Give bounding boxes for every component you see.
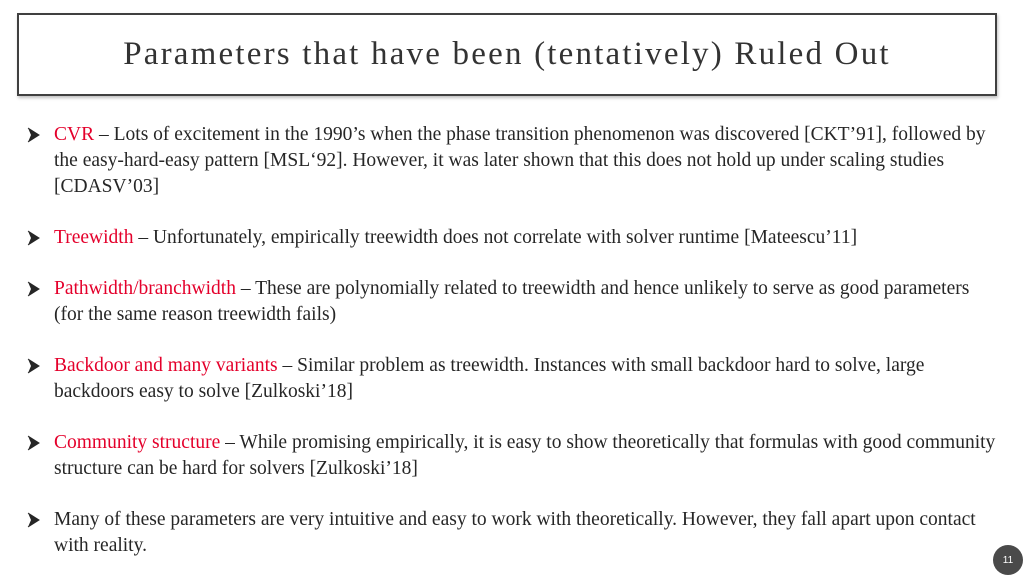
bullet-text: – Unfortunately, empirically treewidth does not correlate with solver runtime [Mateescu’11] <box>133 227 858 248</box>
bullet-item-pathwidth <box>26 276 996 328</box>
arrow-bullet-icon <box>26 431 42 455</box>
bullet-term: CVR <box>54 124 95 145</box>
bullet-term: Treewidth <box>54 227 134 248</box>
bullet-item-summary <box>26 507 996 559</box>
arrow-bullet-icon <box>26 277 42 301</box>
bullet-text: Many of these parameters are very intuitive and easy to work with theoretically. However, they fall apart upon contact with reality. <box>54 509 976 556</box>
slide-title: Parameters that have been (tentatively) Ruled Out <box>123 36 891 72</box>
arrow-bullet-icon <box>26 226 42 250</box>
bullet-item-cvr <box>26 122 996 200</box>
page-number-badge: 11 <box>993 545 1023 575</box>
bullet-item-treewidth <box>26 225 996 251</box>
bullet-term: Pathwidth/branchwidth <box>54 278 236 299</box>
bullet-term: Community structure <box>54 432 221 453</box>
arrow-bullet-icon <box>26 354 42 378</box>
bullet-text: – Lots of excitement in the 1990’s when the phase transition phenomenon was discovered [CKT’91], followed by the easy-hard-easy pattern [MSL‘92]. However, it was later shown that this does not hold up under scaling studies [CDASV’03] <box>54 124 986 197</box>
bullet-text: – These are polynomially related to treewidth and hence unlikely to serve as good parameters (for the same reason treewidth fails) <box>54 278 970 325</box>
bullet-item-community <box>26 430 996 482</box>
bullet-list <box>26 122 996 576</box>
bullet-text: – While promising empirically, it is easy to show theoretically that formulas with good community structure can be hard for solvers [Zulkoski’18] <box>54 432 996 479</box>
bullet-text: – Similar problem as treewidth. Instances with small backdoor hard to solve, large backdoors easy to solve [Zulkoski’18] <box>54 355 925 402</box>
title-box <box>17 13 997 96</box>
bullet-item-backdoor <box>26 353 996 405</box>
arrow-bullet-icon <box>26 508 42 532</box>
bullet-term: Backdoor and many variants <box>54 355 278 376</box>
arrow-bullet-icon <box>26 123 42 147</box>
